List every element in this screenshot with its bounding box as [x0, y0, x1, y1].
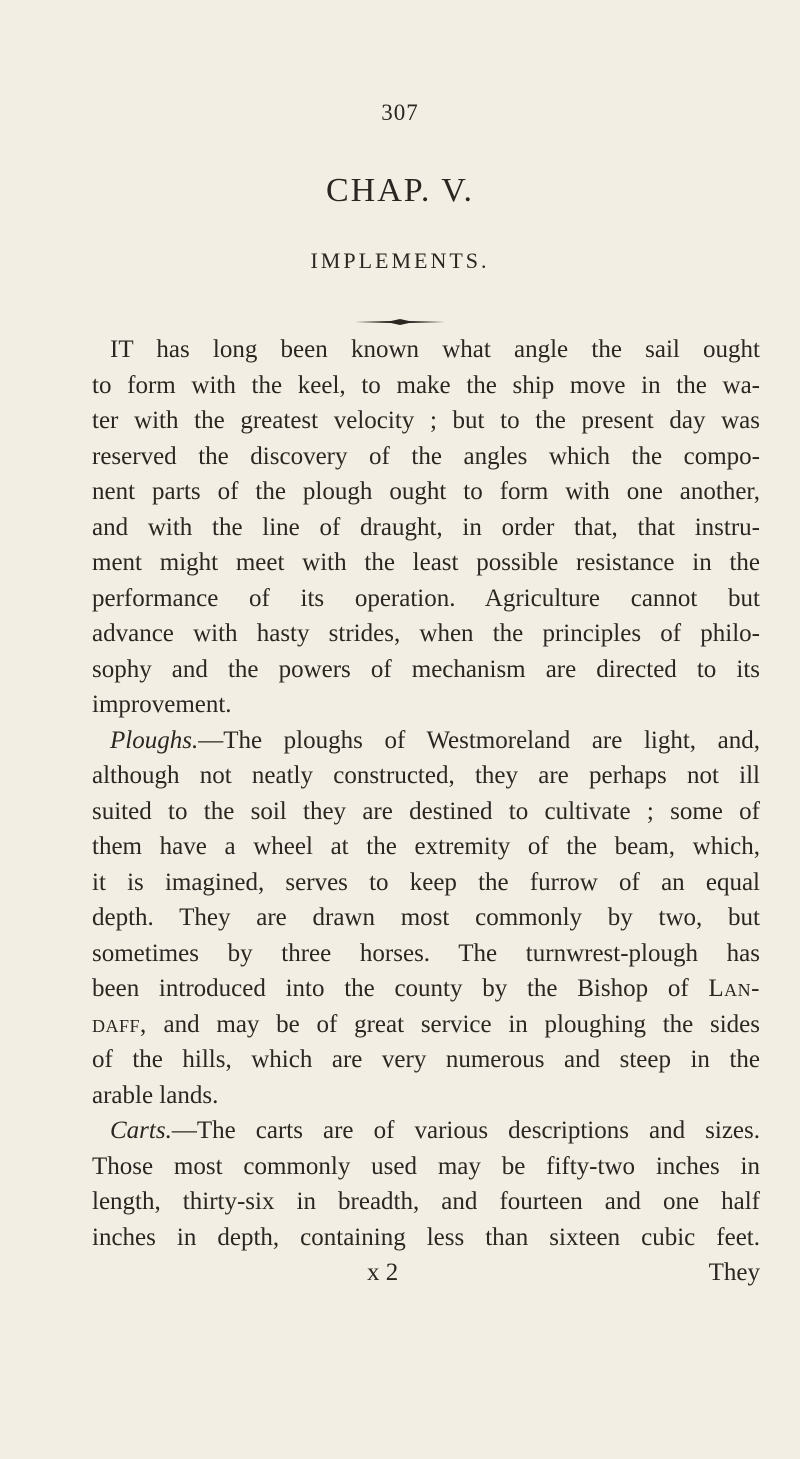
section-title: IMPLEMENTS.	[310, 248, 490, 273]
text-line: to form with the keel, to make the ship move in the wa-	[92, 371, 760, 399]
body-text	[92, 332, 760, 1291]
ornament-rule	[0, 318, 800, 326]
text-line: depth. They are drawn most commonly by two, but	[92, 904, 760, 931]
text-line: and with the line of draught, in order that, that instru-	[92, 513, 760, 541]
text-line-with-name	[92, 971, 760, 1007]
ploughs-first-line	[92, 723, 760, 759]
signature-mark: x 2	[367, 1259, 399, 1286]
carts-first-line-text: —The carts are of various descriptions and sizes.	[171, 1117, 760, 1144]
text-line: it is imagined, serves to keep the furrow of an equal	[92, 868, 760, 896]
place-name-part-2: daff,	[92, 1010, 147, 1038]
ploughs-first-line-text: —The ploughs of Westmoreland are light, and,	[198, 726, 760, 754]
text-line: reserved the discovery of the angles which the compo-	[92, 442, 760, 470]
chapter-title: CHAP. V.	[326, 172, 474, 209]
text-line: them have a wheel at the extremity of the beam, which,	[92, 833, 760, 860]
place-name-part-1: Lan-	[708, 975, 760, 1002]
text-line: Those most commonly used may be fifty-two inches in	[92, 1152, 760, 1180]
page-number: 307	[381, 100, 419, 125]
text-line: sophy and the powers of mechanism are directed to its	[92, 655, 760, 683]
text-line: inches in depth, containing less than sixteen cubic feet.	[92, 1223, 760, 1251]
text-line-with-name	[92, 1007, 760, 1043]
text-line: arable lands.	[92, 1081, 219, 1109]
ploughs-heading: Ploughs.	[110, 726, 199, 754]
text-segment: and may be of great service in ploughing the sides	[146, 1010, 760, 1038]
text-line: improvement.	[92, 691, 232, 718]
carts-first-line	[92, 1113, 760, 1149]
text-line: ment might meet with the least possible resistance in the	[92, 549, 760, 576]
text-line: ter with the greatest velocity ; but to the present day was	[92, 407, 760, 434]
text-line: performance of its operation. Agriculture cannot but	[92, 584, 760, 612]
text-line: although not neatly constructed, they are perhaps not ill	[92, 762, 760, 789]
text-line: nent parts of the plough ought to form with one another,	[92, 478, 760, 505]
text-line: of the hills, which are very numerous and steep in the	[92, 1046, 760, 1073]
text-segment: been introduced into the county by the Bishop of	[92, 975, 689, 1002]
text-line: length, thirty-six in breadth, and fourteen and one half	[92, 1188, 760, 1215]
carts-heading: Carts.	[110, 1117, 172, 1144]
text-line: suited to the soil they are destined to cultivate ; some of	[92, 797, 760, 825]
page-footer	[92, 1255, 760, 1291]
catchword: They	[708, 1259, 760, 1286]
text-line: IT has long been known what angle the sail ought	[110, 336, 760, 363]
ornament-rule-icon	[355, 318, 445, 326]
text-line: advance with hasty strides, when the principles of philo-	[92, 620, 760, 647]
text-line: sometimes by three horses. The turnwrest-plough has	[92, 939, 760, 967]
